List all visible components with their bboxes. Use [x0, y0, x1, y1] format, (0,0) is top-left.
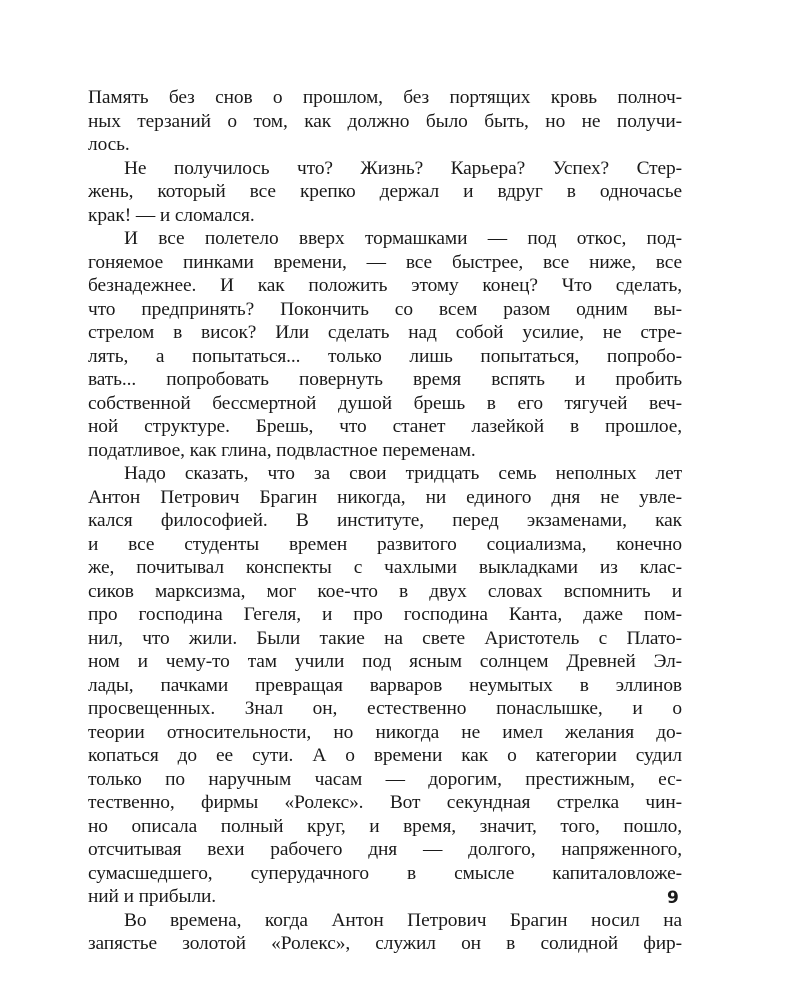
text-line: Не получилось что? Жизнь? Карьера? Успех? Стер- [124, 157, 682, 179]
text-line: жень, который все крепко держал и вдруг в одночасье [88, 181, 682, 202]
text-line: что предпринять? Покончить со всем разом одним вы- [88, 298, 682, 320]
text-line: же, почитывал конспекты с чахлыми выкладками из клас- [88, 557, 682, 578]
text-line: Антон Петрович Брагин никогда, ни единого дня не увле- [88, 486, 682, 508]
text-line: тественно, фирмы «Ролекс». Вот секундная стрелка чин- [88, 792, 682, 813]
text-line: вать... попробовать повернуть время вспять и пробить [88, 369, 682, 390]
text-line: запястье золотой «Ролекс», служил он в солидной фир- [88, 933, 682, 954]
text-line: про господина Гегеля, и про господина Канта, даже пом- [88, 604, 682, 625]
text-line: ной структуре. Брешь, что станет лазейкой в прошлое, [88, 416, 682, 437]
text-line: крак! — и сломался. [88, 204, 255, 226]
text-line: лять, а попытаться... только лишь попытаться, попробо- [88, 345, 682, 367]
text-line: но описала полный круг, и время, значит, того, пошло, [88, 815, 682, 837]
text-line: только по наручным часам — дорогим, престижным, ес- [88, 768, 682, 790]
text-line: просвещенных. Знал он, естественно понаслышке, и о [88, 698, 682, 719]
text-line: податливое, как глина, подвластное переменам. [88, 439, 476, 461]
text-line: сиков марксизма, мог кое-что в двух словах вспомнить и [88, 580, 682, 602]
page-number: 9 [667, 888, 679, 908]
text-line: лады, пачками превращая варваров неумытых в эллинов [88, 674, 682, 696]
text-line: ний и прибыли. [88, 886, 217, 907]
body-text [88, 86, 682, 956]
text-line: ном и чему-то там учили под ясным солнцем Древней Эл- [88, 651, 682, 672]
text-line: безнадежнее. И как положить этому конец? Что сделать, [88, 275, 682, 296]
text-line: теории относительности, но никогда не имел желания до- [88, 721, 682, 743]
text-line: отсчитывая вехи рабочего дня — долгого, напряженного, [88, 839, 682, 860]
text-line: кался философией. В институте, перед экзаменами, как [88, 510, 682, 531]
text-line: Во времена, когда Антон Петрович Брагин носил на [124, 909, 682, 931]
text-line: и все студенты времен развитого социализма, конечно [88, 533, 682, 555]
text-line: Надо сказать, что за свои тридцать семь неполных лет [124, 463, 682, 484]
text-line: И все полетело вверх тормашками — под откос, под- [124, 228, 682, 249]
text-line: собственной бессмертной душой брешь в его тягучей веч- [88, 392, 682, 414]
text-line: Память без снов о прошлом, без портящих кровь полноч- [88, 87, 682, 108]
text-line: гоняемое пинками времени, — все быстрее, все ниже, все [88, 251, 682, 273]
text-line: сумасшедшего, суперудачного в смысле капиталовложе- [88, 862, 682, 884]
text-line: лось. [88, 134, 130, 155]
text-line: стрелом в висок? Или сделать над собой усилие, не стре- [88, 322, 682, 343]
text-line: нил, что жили. Были такие на свете Аристотель с Плато- [88, 627, 682, 649]
text-line: ных терзаний о том, как должно было быть, но не получи- [88, 110, 682, 132]
text-line: копаться до ее сути. А о времени как о категории судил [88, 745, 682, 766]
